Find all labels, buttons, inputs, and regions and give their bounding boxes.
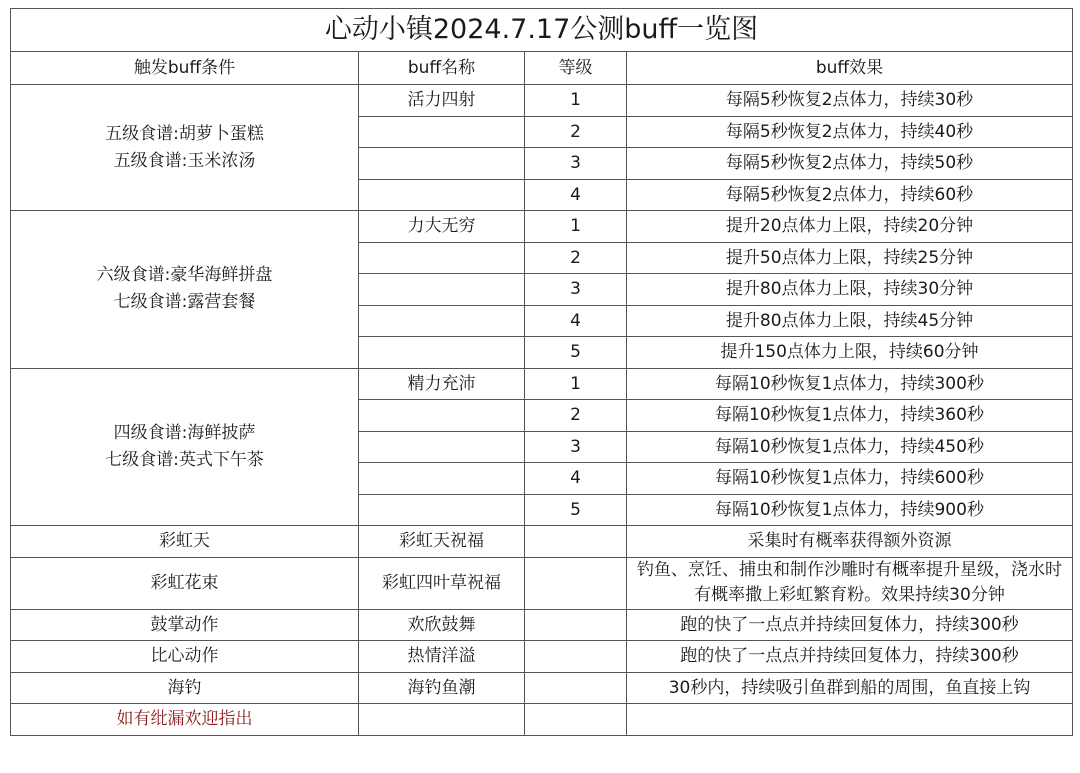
table-row (11, 211, 1073, 243)
table-row (11, 557, 1073, 609)
table-row (11, 368, 1073, 400)
condition-line: 五级食谱:玉米浓汤 (113, 150, 256, 171)
header-effect: buff效果 (627, 52, 1073, 85)
buff-effect: 提升80点体力上限，持续30分钟 (627, 274, 1073, 306)
buff-sheet (10, 8, 1072, 736)
buff-name (359, 400, 525, 432)
buff-name: 海钓鱼潮 (359, 672, 525, 704)
buff-name: 彩虹四叶草祝福 (359, 557, 525, 609)
buff-effect: 钓鱼、烹饪、捕虫和制作沙雕时有概率提升星级，浇水时有概率撒上彩虹繁育粉。效果持续30分钟 (627, 557, 1073, 609)
table-row (11, 641, 1073, 673)
buff-effect: 每隔10秒恢复1点体力，持续360秒 (627, 400, 1073, 432)
buff-name (359, 305, 525, 337)
buff-name: 精力充沛 (359, 368, 525, 400)
buff-effect: 每隔5秒恢复2点体力，持续60秒 (627, 179, 1073, 211)
buff-name: 力大无穷 (359, 211, 525, 243)
table-row (11, 85, 1073, 117)
buff-effect: 提升80点体力上限，持续45分钟 (627, 305, 1073, 337)
buff-level: 3 (525, 274, 627, 306)
buff-effect: 每隔5秒恢复2点体力，持续40秒 (627, 116, 1073, 148)
buff-effect: 每隔10秒恢复1点体力，持续600秒 (627, 463, 1073, 495)
condition-line: 五级食谱:胡萝卜蛋糕 (105, 123, 264, 144)
buff-name (359, 116, 525, 148)
buff-name: 欢欣鼓舞 (359, 609, 525, 641)
buff-effect: 提升20点体力上限，持续20分钟 (627, 211, 1073, 243)
buff-level: 1 (525, 211, 627, 243)
buff-level: 1 (525, 85, 627, 117)
buff-effect: 每隔10秒恢复1点体力，持续900秒 (627, 494, 1073, 526)
header-row (11, 52, 1073, 85)
buff-effect: 30秒内，持续吸引鱼群到船的周围，鱼直接上钩 (627, 672, 1073, 704)
buff-effect: 每隔5秒恢复2点体力，持续50秒 (627, 148, 1073, 180)
table-title: 心动小镇2024.7.17公测buff一览图 (11, 9, 1073, 52)
buff-effect: 提升150点体力上限，持续60分钟 (627, 337, 1073, 369)
buff-condition: 比心动作 (11, 641, 359, 673)
buff-name (359, 179, 525, 211)
buff-level: 4 (525, 179, 627, 211)
buff-name: 活力四射 (359, 85, 525, 117)
buff-effect: 每隔10秒恢复1点体力，持续450秒 (627, 431, 1073, 463)
buff-name (359, 274, 525, 306)
buff-level (525, 526, 627, 558)
buff-condition (11, 211, 359, 369)
buff-level: 3 (525, 148, 627, 180)
buff-level: 2 (525, 116, 627, 148)
buff-level: 4 (525, 463, 627, 495)
buff-level (525, 672, 627, 704)
buff-name (359, 431, 525, 463)
buff-level: 2 (525, 242, 627, 274)
buff-condition: 海钓 (11, 672, 359, 704)
buff-condition (11, 368, 359, 526)
buff-level: 3 (525, 431, 627, 463)
buff-level (525, 557, 627, 609)
footer-note: 如有纰漏欢迎指出 (11, 704, 359, 736)
buff-effect: 跑的快了一点点并持续回复体力，持续300秒 (627, 641, 1073, 673)
empty-cell (525, 704, 627, 736)
buff-condition: 彩虹花束 (11, 557, 359, 609)
condition-line: 四级食谱:海鲜披萨 (113, 422, 256, 443)
header-buff-name: buff名称 (359, 52, 525, 85)
buff-name (359, 494, 525, 526)
buff-level: 4 (525, 305, 627, 337)
footer-row (11, 704, 1073, 736)
buff-effect: 采集时有概率获得额外资源 (627, 526, 1073, 558)
buff-effect: 每隔5秒恢复2点体力，持续30秒 (627, 85, 1073, 117)
buff-effect: 提升50点体力上限，持续25分钟 (627, 242, 1073, 274)
buff-effect: 每隔10秒恢复1点体力，持续300秒 (627, 368, 1073, 400)
buff-name: 彩虹天祝福 (359, 526, 525, 558)
buff-name: 热情洋溢 (359, 641, 525, 673)
buff-level: 5 (525, 494, 627, 526)
buff-condition: 鼓掌动作 (11, 609, 359, 641)
buff-level: 1 (525, 368, 627, 400)
empty-cell (627, 704, 1073, 736)
header-level: 等级 (525, 52, 627, 85)
buff-level (525, 609, 627, 641)
buff-effect: 跑的快了一点点并持续回复体力，持续300秒 (627, 609, 1073, 641)
condition-line: 七级食谱:露营套餐 (113, 292, 256, 313)
buff-name (359, 242, 525, 274)
buff-level (525, 641, 627, 673)
condition-line: 七级食谱:英式下午茶 (105, 449, 264, 470)
table-row (11, 672, 1073, 704)
buff-level: 2 (525, 400, 627, 432)
condition-line: 六级食谱:豪华海鲜拼盘 (96, 265, 273, 286)
header-condition: 触发buff条件 (11, 52, 359, 85)
buff-condition: 彩虹天 (11, 526, 359, 558)
buff-name (359, 463, 525, 495)
empty-cell (359, 704, 525, 736)
buff-table (10, 8, 1073, 736)
buff-level: 5 (525, 337, 627, 369)
table-row (11, 526, 1073, 558)
buff-condition (11, 85, 359, 211)
buff-name (359, 337, 525, 369)
table-row (11, 609, 1073, 641)
buff-name (359, 148, 525, 180)
